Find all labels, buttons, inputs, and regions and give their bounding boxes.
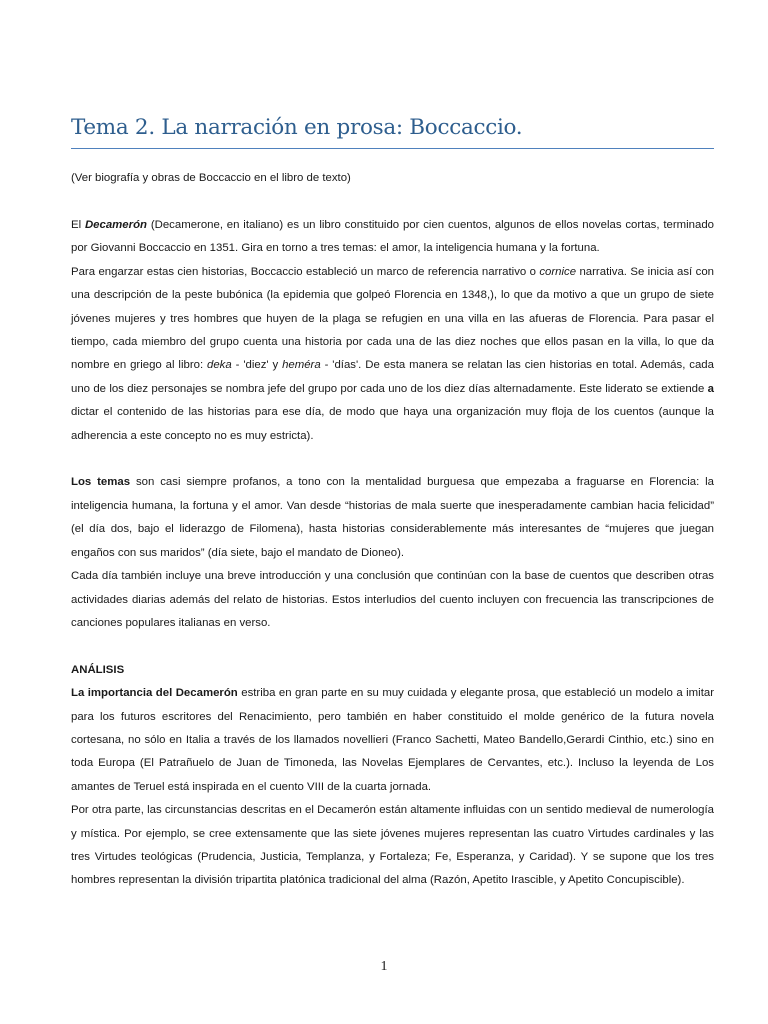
spacer xyxy=(71,190,714,214)
paragraph-frame-story xyxy=(71,261,714,448)
page-number: 1 xyxy=(380,959,388,974)
emphasis-los-temas: Los temas xyxy=(71,476,131,489)
emphasis-importancia: La importancia del Decamerón xyxy=(71,687,238,700)
text-run: narrativa. Se inicia así con una descripción de la peste bubónica (la epidemia que golpeó Florencia en 1348,), lo que da motivo a que un grupo de siete jóvenes mujeres y tres hombres que huyen de la plaga se refugien en una villa en las afueras de Florencia. Para pasar el tiempo, cada miembro del grupo cuenta una historia por cada una de las diez noches que ellos pasan en la villa, lo que da nombre en griego al libro: xyxy=(71,265,714,372)
spacer xyxy=(71,448,714,472)
text-run: (Decamerone, en italiano) es un libro constituido por cien cuentos, algunos de ellos novelas cortas, terminado por Giovanni Boccaccio en 1351. Gira en torno a tres temas: el amor, la inteligencia humana y la fortuna. xyxy=(71,218,714,255)
section-heading-analisis: ANÁLISIS xyxy=(71,663,125,676)
text-run: son casi siempre profanos, a tono con la mentalidad burguesa que empezaba a fraguarse en Florencia: la inteligencia humana, la fortuna y el amor. Van desde “historias de mala suerte que inesperadamente cambian hacia felicidad” (el día dos, bajo el liderazgo de Filomena), hasta historias considerablemente más interesantes de “mujeres que juegan engaños con sus maridos” (día siete, bajo el mandato de Dioneo). xyxy=(71,476,714,559)
document-body xyxy=(71,167,714,893)
page-title: Tema 2. La narración en prosa: Boccaccio. xyxy=(71,115,523,140)
paragraph-themes xyxy=(71,471,714,565)
source-note: (Ver biografía y obras de Boccaccio en el libro de texto) xyxy=(71,172,351,184)
paragraph-numerology: Por otra parte, las circunstancias descritas en el Decamerón están altamente influidas con un sentido medieval de numerología y mística. Por ejemplo, se cree extensamente que las siete jóvenes mujeres representan las cuatro Virtudes cardinales y las tres Virtudes teológicas (Prudencia, Justicia, Templanza, y Fortaleza; Fe, Esperanza, y Caridad). Y se supone que los tres hombres representan la división tripartita platónica tradicional del alma (Razón, Apetito Irascible, y Apetito Concupiscible). xyxy=(71,804,714,887)
emphasis-deka: deka xyxy=(207,359,232,372)
text-run: Para engarzar estas cien historias, Boccaccio estableció un marco de referencia narrativo o xyxy=(71,265,540,278)
paragraph-daily-structure: Cada día también incluye una breve introducción y una conclusión que continúan con la base de cuentos que describen otras actividades diarias además del relato de historias. Estos interludios del cuento incluyen con frecuencia las transcripciones de canciones populares italianas en verso. xyxy=(71,570,714,629)
text-run: dictar el contenido de las historias para ese día, de modo que haya una organización muy floja de los cuentos (aunque la adherencia a este concepto no es muy estricta). xyxy=(71,406,714,442)
text-run: estriba en gran parte en su muy cuidada y elegante prosa, que estableció un modelo a imitar para los futuros escritores del Renacimiento, pero también en haber constituido el molde genérico de la futura novela cortesana, no sólo en Italia a través de los llamados novellieri (Franco Sachetti, Mateo Bandello,Gerardi Cinthio, etc.) sino en toda Europa (El Patrañuelo de Juan de Timoneda, las Novelas Ejemplares de Cervantes, etc.). Incluso la leyenda de Los amantes de Teruel está inspirada en el cuento VIII de la cuarta jornada. xyxy=(71,687,714,793)
title-underline xyxy=(71,148,714,149)
text-run: El xyxy=(71,218,85,231)
emphasis-a: a xyxy=(707,382,714,395)
paragraph-intro xyxy=(71,214,714,261)
paragraph-importance xyxy=(71,682,714,799)
text-run: - 'días'. De esta manera se relatan las cien historias en total. Además, cada uno de los diez personajes se nombra jefe del grupo por cada uno de los diez días alternadamente. Este liderato se extiende xyxy=(71,359,714,395)
text-run: - 'diez' y xyxy=(231,359,283,372)
emphasis-decameron: Decamerón xyxy=(84,218,147,231)
emphasis-hemera: heméra xyxy=(282,359,321,372)
emphasis-cornice: cornice xyxy=(539,265,577,278)
spacer xyxy=(71,635,714,659)
